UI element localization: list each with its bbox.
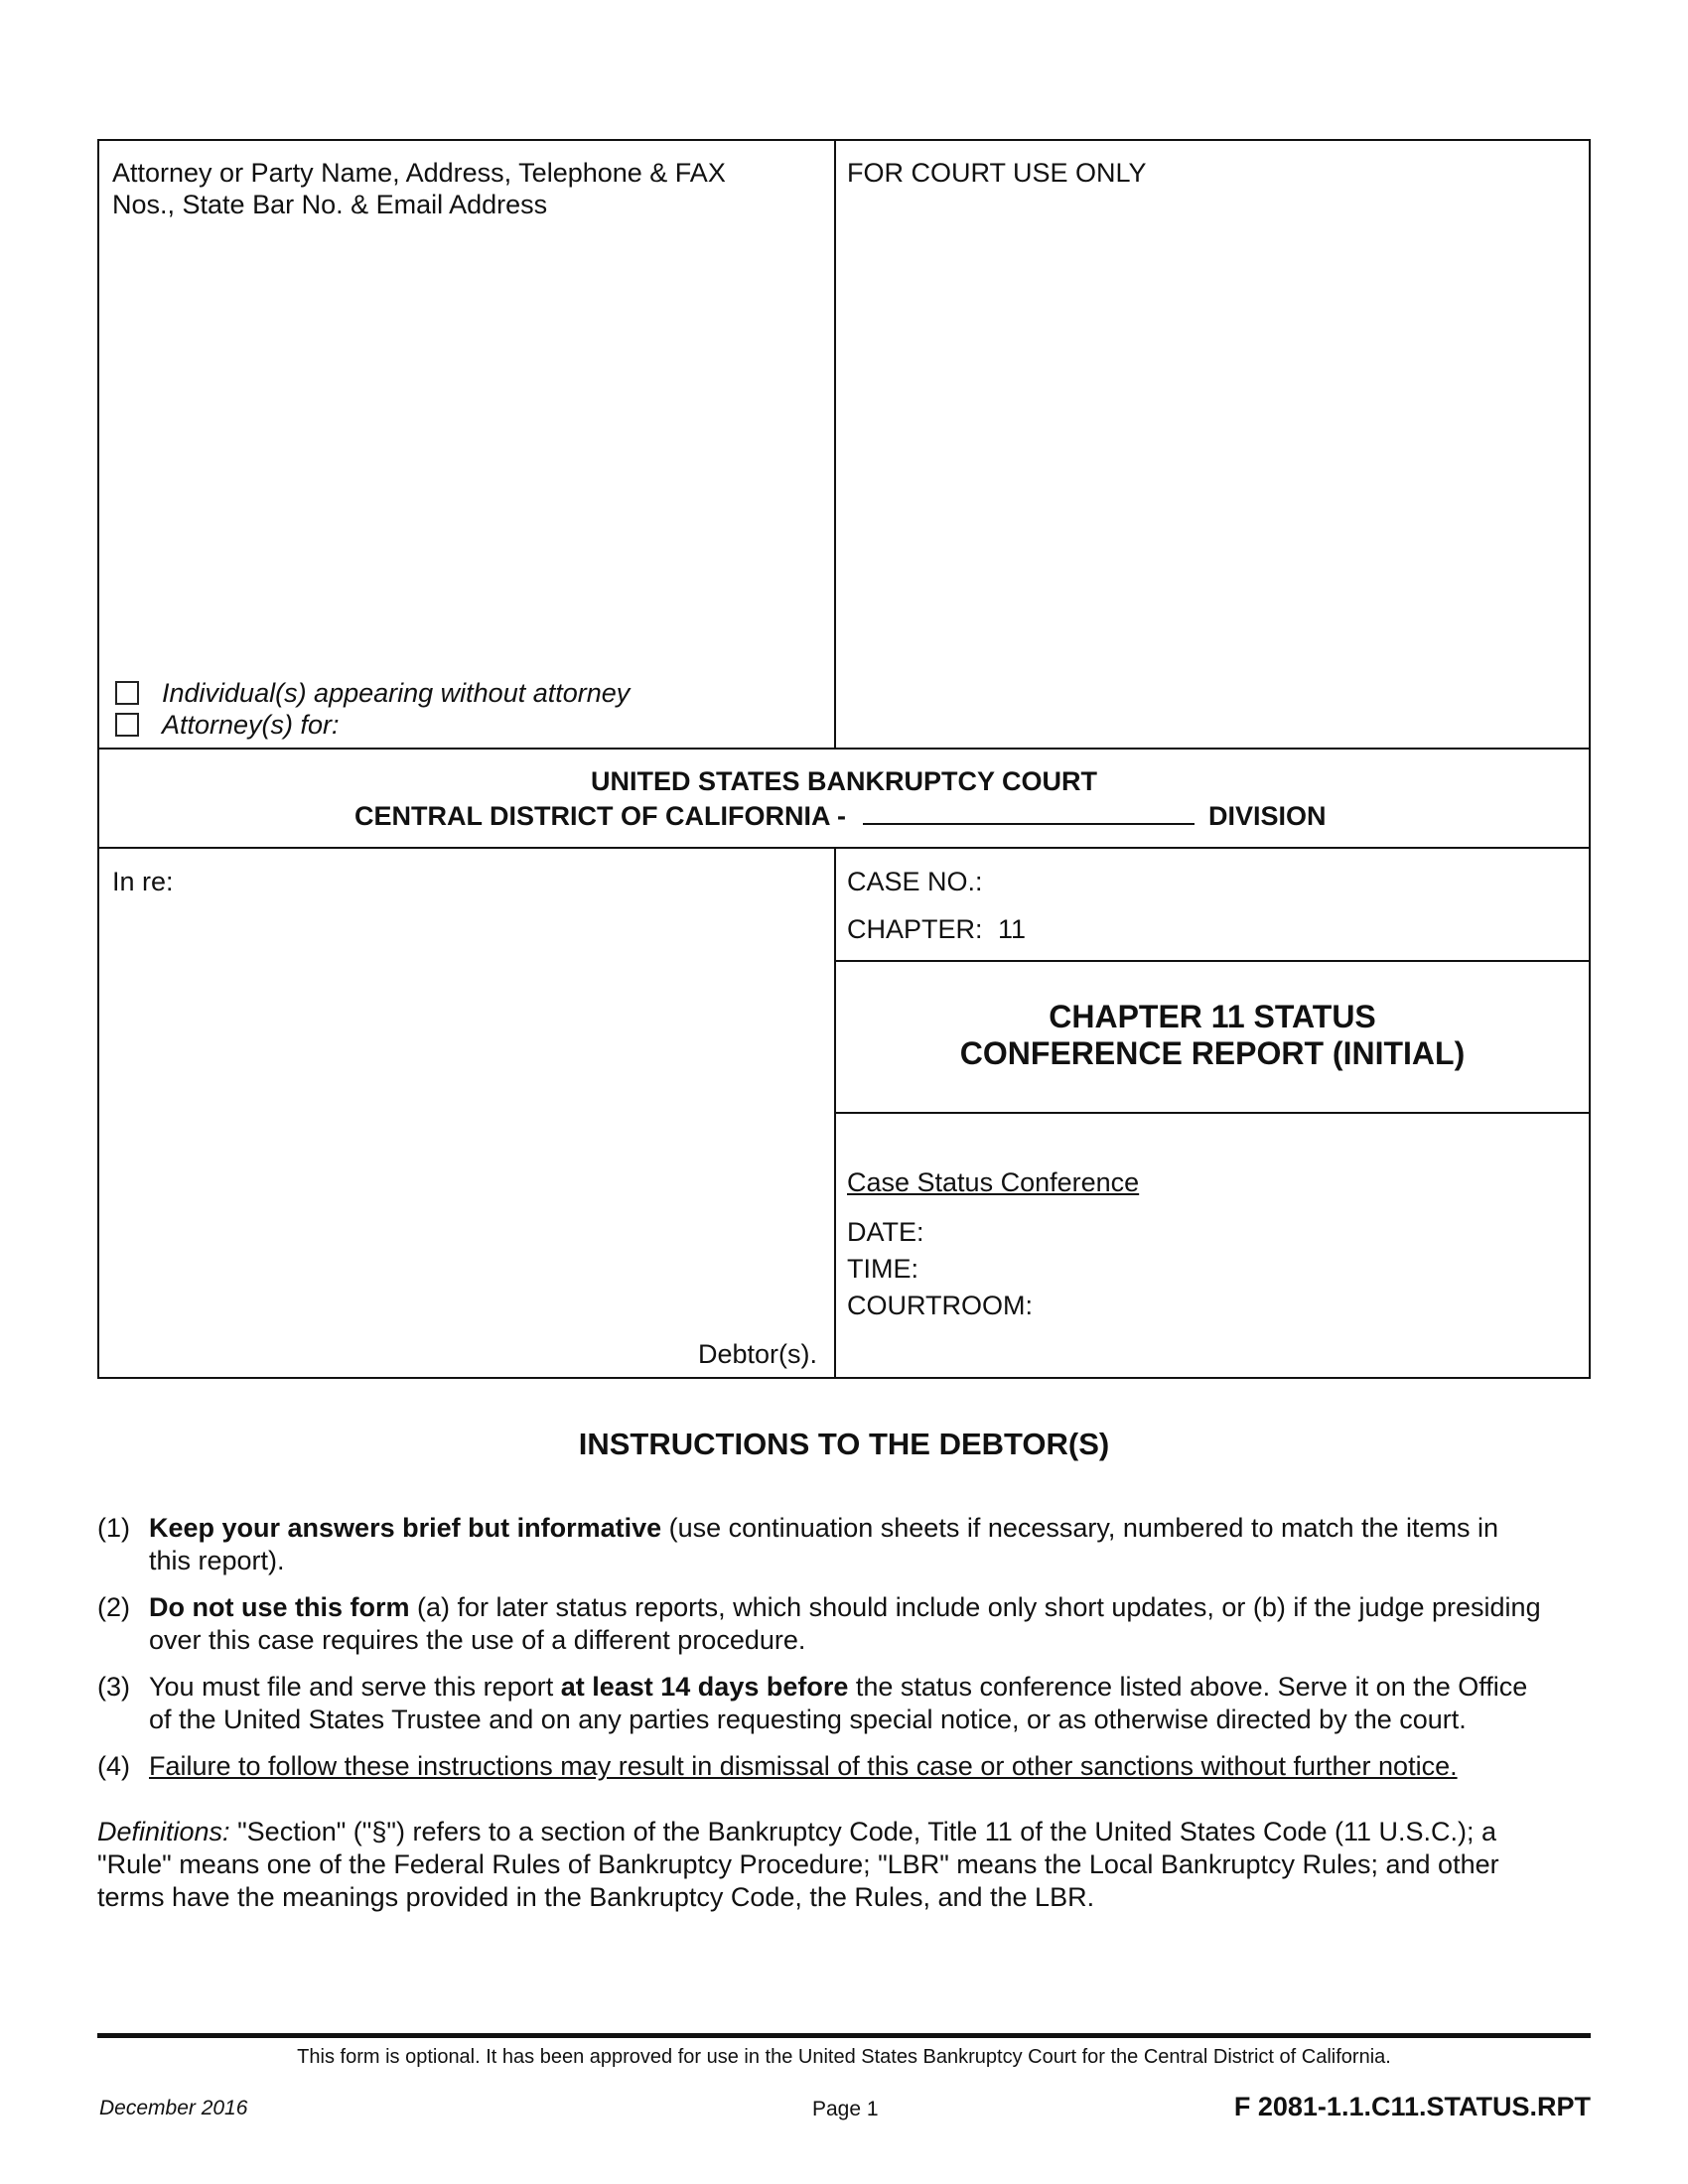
- instruction-text: (use continuation sheets if necessary, numbered to match the items in: [661, 1513, 1499, 1543]
- attorney-label-line2: Nos., State Bar No. & Email Address: [112, 190, 548, 219]
- conference-heading: Case Status Conference: [847, 1167, 1140, 1197]
- instruction-text-cont: over this case requires the use of a different procedure.: [149, 1625, 806, 1655]
- instruction-item-1: [97, 1512, 1597, 1577]
- checkbox-individual-label: Individual(s) appearing without attorney: [162, 678, 631, 708]
- instruction-text: (a) for later status reports, which should include only short updates, or (b) if the judge presiding: [409, 1592, 1541, 1622]
- instruction-num: (3): [97, 1672, 130, 1702]
- divider-case-title-top: [834, 960, 1591, 962]
- court-name-line1: UNITED STATES BANKRUPTCY COURT: [590, 766, 1097, 796]
- chapter-label: [847, 913, 1026, 945]
- debtors-label: Debtor(s).: [698, 1339, 818, 1369]
- instruction-text-cont: this report).: [149, 1546, 285, 1575]
- frame-right: [1589, 139, 1591, 1379]
- definitions-line2: "Rule" means one of the Federal Rules of Bankruptcy Procedure; "LBR" means the Local Bankruptcy Rules; and other: [97, 1849, 1499, 1879]
- court-name-line2: [354, 797, 1327, 832]
- chapter-label-text: CHAPTER:: [847, 914, 983, 944]
- conference-time-label: TIME:: [847, 1254, 918, 1284]
- instruction-pre: You must file and serve this report: [149, 1672, 561, 1702]
- report-title-line2: CONFERENCE REPORT (INITIAL): [959, 1035, 1466, 1071]
- conference-date-label: DATE:: [847, 1217, 924, 1247]
- divider-court-top: [97, 748, 1591, 750]
- chapter-value: 11: [998, 914, 1027, 944]
- instruction-warning: Failure to follow these instructions may result in dismissal of this case or other sanctions without further notice.: [149, 1751, 1458, 1781]
- division-label: DIVISION: [1208, 801, 1327, 831]
- instruction-num: (2): [97, 1592, 130, 1622]
- footer-form-id: F 2081-1.1.C11.STATUS.RPT: [1233, 2092, 1591, 2121]
- instruction-num: (4): [97, 1751, 130, 1781]
- court-district: CENTRAL DISTRICT OF CALIFORNIA -: [354, 801, 846, 831]
- division-blank[interactable]: [863, 797, 1195, 825]
- checkbox-individual[interactable]: [115, 681, 139, 705]
- footer-notice: This form is optional. It has been approved for use in the United States Bankruptcy Court for the Central District of California.: [297, 2046, 1391, 2068]
- instruction-bold: at least 14 days before: [560, 1672, 849, 1702]
- in-re-label: In re:: [112, 867, 174, 896]
- frame-bottom: [97, 1377, 1591, 1379]
- instruction-text: the status conference listed above. Serve it on the Office: [848, 1672, 1528, 1702]
- instruction-item-2: [97, 1591, 1597, 1657]
- court-use-label: FOR COURT USE ONLY: [847, 158, 1147, 188]
- checkbox-attorney[interactable]: [115, 713, 139, 737]
- checkbox-attorney-label: Attorney(s) for:: [162, 710, 340, 740]
- instruction-item-4: [97, 1750, 1597, 1783]
- instruction-item-3: [97, 1671, 1597, 1736]
- instruction-num: (1): [97, 1513, 130, 1543]
- divider-top-vertical: [834, 139, 836, 749]
- footer-rule: [97, 2033, 1591, 2038]
- footer-date: December 2016: [99, 2097, 248, 2119]
- instruction-text-cont: of the United States Trustee and on any parties requesting special notice, or as otherwise directed by the court.: [149, 1705, 1467, 1734]
- instruction-bold: Keep your answers brief but informative: [149, 1513, 662, 1543]
- divider-court-bottom: [97, 847, 1591, 849]
- instructions-heading: INSTRUCTIONS TO THE DEBTOR(S): [578, 1427, 1110, 1461]
- definitions-label: Definitions:: [97, 1817, 230, 1846]
- case-no-label: CASE NO.:: [847, 867, 983, 896]
- divider-case-title-bottom: [834, 1112, 1591, 1114]
- definitions-line3: terms have the meanings provided in the Bankruptcy Code, the Rules, and the LBR.: [97, 1882, 1095, 1912]
- frame-left: [97, 139, 99, 1379]
- footer-page: Page 1: [812, 2098, 879, 2120]
- definitions-line1: "Section" ("§") refers to a section of the Bankruptcy Code, Title 11 of the United States Code (11 U.S.C.); a: [229, 1817, 1497, 1846]
- instruction-bold: Do not use this form: [149, 1592, 410, 1622]
- attorney-label-line1: Attorney or Party Name, Address, Telephone & FAX: [112, 158, 726, 188]
- frame-top: [97, 139, 1591, 141]
- report-title-line1: CHAPTER 11 STATUS: [1049, 999, 1376, 1034]
- definitions: [97, 1816, 1597, 1914]
- conference-courtroom-label: COURTROOM:: [847, 1291, 1033, 1320]
